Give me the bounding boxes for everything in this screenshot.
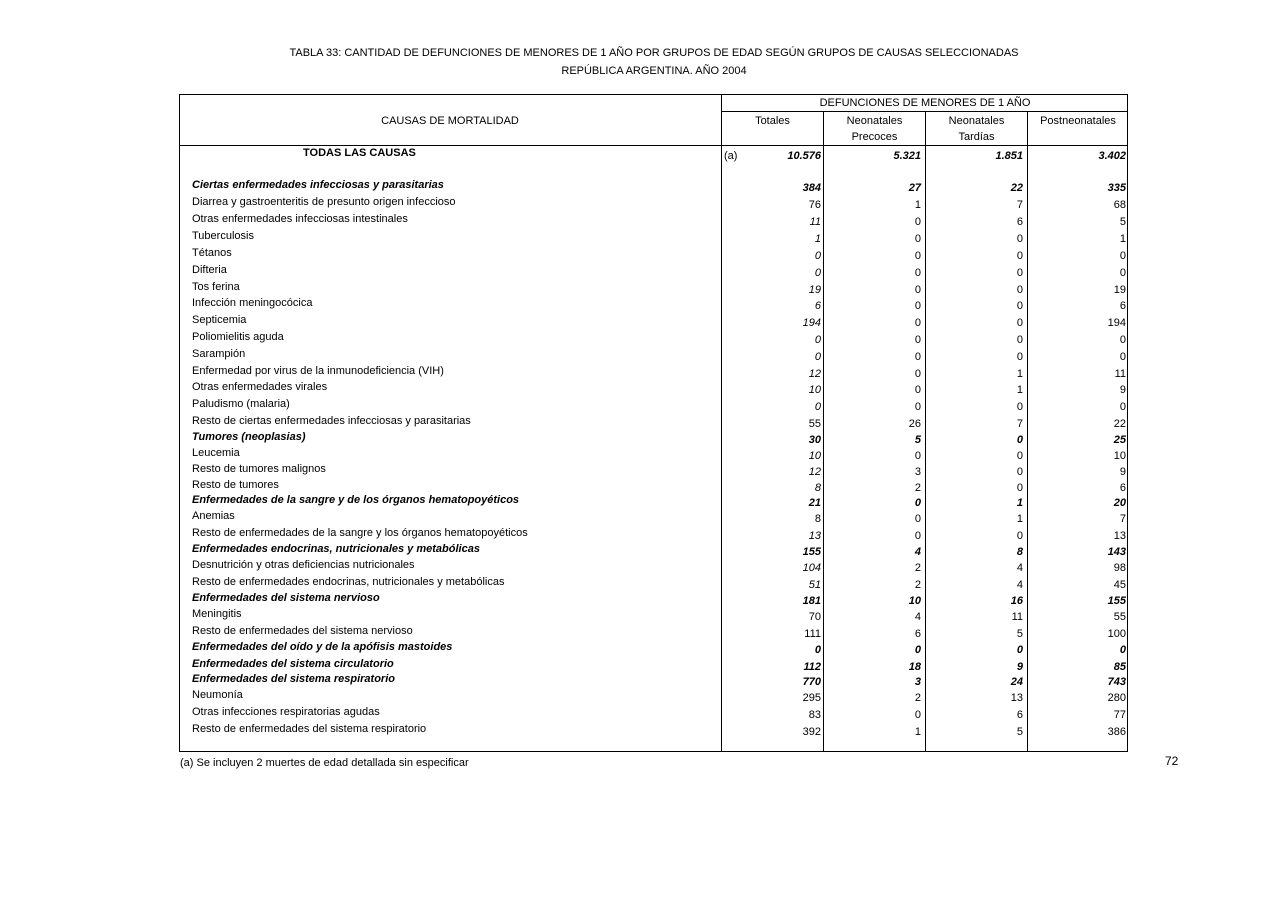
cell-neonatales-tardias: 5 xyxy=(1016,628,1023,640)
cell-postneonatales: 335 xyxy=(1107,182,1126,194)
cell-neonatales-tardias: 0 xyxy=(1016,267,1023,279)
cell-totales: 51 xyxy=(808,579,821,591)
cell-postneonatales: 10 xyxy=(1113,450,1126,462)
cell-neonatales-precoces: 3 xyxy=(914,676,921,688)
table-row xyxy=(0,672,1280,689)
table-row xyxy=(0,313,1280,330)
cell-neonatales-tardias: 0 xyxy=(1016,300,1023,312)
cell-totales: 770 xyxy=(802,676,821,688)
table-row xyxy=(0,493,1280,510)
row-label: Septicemia xyxy=(192,314,247,326)
cell-neonatales-tardias: 9 xyxy=(1016,661,1023,673)
cell-postneonatales: 0 xyxy=(1119,250,1126,262)
cell-neonatales-tardias: 1 xyxy=(1016,384,1023,396)
row-label: Otras enfermedades infecciosas intestinales xyxy=(192,213,408,225)
cell-postneonatales: 6 xyxy=(1119,300,1126,312)
cell-postneonatales: 13 xyxy=(1113,530,1126,542)
row-label: Resto de tumores malignos xyxy=(192,463,326,475)
cell-totales: 30 xyxy=(808,434,821,446)
cell-neonatales-precoces: 1 xyxy=(914,199,921,211)
cell-totales: 384 xyxy=(802,182,821,194)
table-row xyxy=(0,330,1280,347)
cell-totales: 8 xyxy=(814,513,821,525)
row-label: Difteria xyxy=(192,264,227,276)
cell-postneonatales: 55 xyxy=(1113,611,1126,623)
cell-totales: 12 xyxy=(808,368,821,380)
header-postneonatales: Postneonatales xyxy=(1040,115,1116,127)
cell-totales: 12 xyxy=(808,466,821,478)
cell-neonatales-tardias: 0 xyxy=(1016,334,1023,346)
cell-neonatales-precoces: 0 xyxy=(914,450,921,462)
cell-postneonatales: 143 xyxy=(1107,546,1126,558)
cell-neonatales-tardias: 0 xyxy=(1016,530,1023,542)
row-label: Otras infecciones respiratorias agudas xyxy=(192,706,380,718)
cell-postneonatales: 77 xyxy=(1113,709,1126,721)
cell-neonatales-tardias: 0 xyxy=(1016,250,1023,262)
cell-neonatales-precoces: 0 xyxy=(914,300,921,312)
cell-neonatales-tardias: 0 xyxy=(1016,233,1023,245)
cell-totales: 19 xyxy=(808,284,821,296)
cell-totales: 21 xyxy=(808,497,821,509)
table-row xyxy=(0,446,1280,463)
cell-neonatales-precoces: 18 xyxy=(908,661,921,673)
row-label: Tétanos xyxy=(192,247,232,259)
cell-neonatales-precoces: 5 xyxy=(914,434,921,446)
table-row xyxy=(0,296,1280,313)
cell-neonatales-precoces: 5.321 xyxy=(893,150,921,162)
row-label: Tos ferina xyxy=(192,281,240,293)
table-row xyxy=(0,542,1280,559)
cell-neonatales-tardias: 1 xyxy=(1016,497,1023,509)
cell-postneonatales: 0 xyxy=(1119,401,1126,413)
cell-postneonatales: 1 xyxy=(1119,233,1126,245)
row-label: Desnutrición y otras deficiencias nutricionales xyxy=(192,559,415,571)
cell-neonatales-precoces: 2 xyxy=(914,562,921,574)
cell-postneonatales: 6 xyxy=(1119,482,1126,494)
cell-totales: 0 xyxy=(814,644,821,656)
cell-neonatales-precoces: 26 xyxy=(908,418,921,430)
cell-neonatales-tardias: 0 xyxy=(1016,644,1023,656)
table-row xyxy=(0,246,1280,263)
header-totales: Totales xyxy=(755,115,790,127)
cell-neonatales-precoces: 2 xyxy=(914,579,921,591)
cell-neonatales-precoces: 0 xyxy=(914,284,921,296)
cell-neonatales-precoces: 4 xyxy=(914,546,921,558)
cell-postneonatales: 11 xyxy=(1114,368,1126,380)
cell-totales: 10 xyxy=(808,384,821,396)
cell-totales: 10.576 xyxy=(787,150,821,162)
cell-neonatales-precoces: 2 xyxy=(914,692,921,704)
cell-postneonatales: 9 xyxy=(1119,466,1126,478)
row-label: TODAS LAS CAUSAS xyxy=(303,147,416,159)
cell-totales: 10 xyxy=(808,450,821,462)
cell-neonatales-tardias: 0 xyxy=(1016,482,1023,494)
header-group: DEFUNCIONES DE MENORES DE 1 AÑO xyxy=(819,97,1031,109)
cell-neonatales-tardias: 7 xyxy=(1016,418,1023,430)
cell-postneonatales: 0 xyxy=(1119,267,1126,279)
cell-neonatales-tardias: 0 xyxy=(1016,466,1023,478)
row-label: Resto de enfermedades endocrinas, nutricionales y metabólicas xyxy=(192,576,505,588)
cell-postneonatales: 85 xyxy=(1113,661,1126,673)
cell-postneonatales: 386 xyxy=(1107,726,1126,738)
row-label: Tuberculosis xyxy=(192,230,254,242)
cell-totales: 0 xyxy=(814,351,821,363)
cell-totales: 0 xyxy=(814,401,821,413)
cell-postneonatales: 25 xyxy=(1113,434,1126,446)
cell-neonatales-tardias: 0 xyxy=(1016,450,1023,462)
cell-totales: 104 xyxy=(802,562,821,574)
cell-postneonatales: 7 xyxy=(1119,513,1126,525)
table-row xyxy=(0,705,1280,722)
cell-neonatales-precoces: 0 xyxy=(914,334,921,346)
cell-totales: 83 xyxy=(808,709,821,721)
cell-neonatales-tardias: 0 xyxy=(1016,401,1023,413)
cell-totales: 76 xyxy=(808,199,821,211)
cell-totales: 11 xyxy=(809,216,821,228)
cell-postneonatales: 100 xyxy=(1107,628,1126,640)
row-label: Infección meningocócica xyxy=(192,297,313,309)
row-label: Resto de enfermedades de la sangre y los órganos hematopoyéticos xyxy=(192,527,528,539)
table-row xyxy=(0,558,1280,575)
table-row xyxy=(0,591,1280,608)
row-label: Enfermedades del sistema circulatorio xyxy=(192,658,394,670)
cell-postneonatales: 743 xyxy=(1107,676,1126,688)
row-label: Sarampión xyxy=(192,348,246,360)
table-subtitle: REPÚBLICA ARGENTINA. AÑO 2004 xyxy=(561,65,747,77)
cell-neonatales-tardias: 22 xyxy=(1010,182,1023,194)
row-label: Otras enfermedades virales xyxy=(192,381,328,393)
cell-neonatales-precoces: 3 xyxy=(914,466,921,478)
cell-totales: 111 xyxy=(804,628,821,640)
row-label: Tumores (neoplasias) xyxy=(192,431,306,443)
cell-neonatales-precoces: 0 xyxy=(914,497,921,509)
row-label: Meningitis xyxy=(192,608,242,620)
header-neonatales-precoces-1: Neonatales xyxy=(846,115,903,127)
row-label: Resto de enfermedades del sistema nervioso xyxy=(192,625,413,637)
cell-postneonatales: 98 xyxy=(1113,562,1126,574)
cell-neonatales-precoces: 6 xyxy=(914,628,921,640)
cell-neonatales-tardias: 6 xyxy=(1016,709,1023,721)
cell-postneonatales: 0 xyxy=(1119,334,1126,346)
table-row xyxy=(0,722,1280,739)
cell-neonatales-precoces: 0 xyxy=(914,267,921,279)
row-label: Ciertas enfermedades infecciosas y parasitarias xyxy=(192,179,444,191)
cell-neonatales-tardias: 0 xyxy=(1016,317,1023,329)
cell-totales: 392 xyxy=(802,726,821,738)
cell-neonatales-tardias: 4 xyxy=(1016,562,1023,574)
cell-neonatales-tardias: 1 xyxy=(1016,513,1023,525)
cell-totales: 112 xyxy=(803,661,821,673)
table-row xyxy=(0,607,1280,624)
cell-totales: 181 xyxy=(802,595,821,607)
cell-neonatales-tardias: 0 xyxy=(1016,434,1023,446)
cell-neonatales-precoces: 0 xyxy=(914,530,921,542)
row-label: Resto de ciertas enfermedades infecciosas y parasitarias xyxy=(192,415,471,427)
table-row-total xyxy=(0,146,1280,163)
cell-neonatales-precoces: 0 xyxy=(914,513,921,525)
header-neonatales-tardias-2: Tardías xyxy=(958,131,995,143)
cell-neonatales-tardias: 4 xyxy=(1016,579,1023,591)
cell-neonatales-precoces: 0 xyxy=(914,250,921,262)
cell-neonatales-tardias: 1.851 xyxy=(995,150,1023,162)
cell-neonatales-tardias: 0 xyxy=(1016,284,1023,296)
cell-neonatales-tardias: 24 xyxy=(1010,676,1023,688)
cell-totales: 155 xyxy=(802,546,821,558)
row-label: Resto de tumores xyxy=(192,479,279,491)
cell-neonatales-tardias: 1 xyxy=(1016,368,1023,380)
cell-neonatales-tardias: 5 xyxy=(1016,726,1023,738)
cell-neonatales-tardias: 7 xyxy=(1016,199,1023,211)
table-row xyxy=(0,263,1280,280)
cell-neonatales-precoces: 0 xyxy=(914,401,921,413)
cell-postneonatales: 194 xyxy=(1107,317,1126,329)
cell-postneonatales: 22 xyxy=(1113,418,1126,430)
cell-totales: 0 xyxy=(814,334,821,346)
cell-postneonatales: 155 xyxy=(1107,595,1126,607)
cell-totales: 55 xyxy=(808,418,821,430)
table-title: TABLA 33: CANTIDAD DE DEFUNCIONES DE MENORES DE 1 AÑO POR GRUPOS DE EDAD SEGÚN GRUPOS DE CAUSAS SELECCIONADAS xyxy=(289,47,1019,59)
cell-totales: 194 xyxy=(802,317,821,329)
cell-neonatales-precoces: 0 xyxy=(914,368,921,380)
row-label: Enfermedades del sistema nervioso xyxy=(192,592,380,604)
table-row xyxy=(0,462,1280,479)
table-row xyxy=(0,526,1280,543)
row-label: Neumonía xyxy=(192,689,243,701)
row-label: Enfermedades endocrinas, nutricionales y metabólicas xyxy=(192,543,480,555)
cell-neonatales-precoces: 10 xyxy=(908,595,921,607)
cell-postneonatales: 20 xyxy=(1113,497,1126,509)
table-row xyxy=(0,347,1280,364)
cell-neonatales-precoces: 0 xyxy=(914,233,921,245)
cell-neonatales-precoces: 1 xyxy=(914,726,921,738)
header-causes: CAUSAS DE MORTALIDAD xyxy=(381,115,519,127)
table-row xyxy=(0,364,1280,381)
cell-totales: 70 xyxy=(808,611,821,623)
table-row xyxy=(0,575,1280,592)
table-row xyxy=(0,212,1280,229)
table-row xyxy=(0,229,1280,246)
cell-neonatales-tardias: 11 xyxy=(1011,611,1023,623)
cell-totales: 1 xyxy=(814,233,821,245)
cell-neonatales-precoces: 0 xyxy=(914,216,921,228)
page-number: 72 xyxy=(1165,754,1179,768)
table-row xyxy=(0,380,1280,397)
row-label: Enfermedades del sistema respiratorio xyxy=(192,673,395,685)
cell-neonatales-tardias: 8 xyxy=(1016,546,1023,558)
cell-neonatales-precoces: 0 xyxy=(914,644,921,656)
row-label: Enfermedad por virus de la inmunodeficiencia (VIH) xyxy=(192,365,444,377)
cell-neonatales-tardias: 13 xyxy=(1010,692,1023,704)
cell-totales: 0 xyxy=(814,267,821,279)
row-label: Diarrea y gastroenteritis de presunto origen infeccioso xyxy=(192,196,456,208)
cell-neonatales-precoces: 0 xyxy=(914,384,921,396)
table-row xyxy=(0,195,1280,212)
cell-neonatales-tardias: 6 xyxy=(1016,216,1023,228)
table-row xyxy=(0,509,1280,526)
row-label: Resto de enfermedades del sistema respiratorio xyxy=(192,723,427,735)
table-row xyxy=(0,624,1280,641)
cell-postneonatales: 0 xyxy=(1119,351,1126,363)
cell-neonatales-tardias: 16 xyxy=(1010,595,1023,607)
footnote: (a) Se incluyen 2 muertes de edad detallada sin especificar xyxy=(180,757,469,769)
cell-totales: 295 xyxy=(802,692,821,704)
cell-totales: 6 xyxy=(814,300,821,312)
cell-totales: 8 xyxy=(814,482,821,494)
row-label: Enfermedades del oído y de la apófisis mastoides xyxy=(192,641,453,653)
cell-postneonatales: 9 xyxy=(1119,384,1126,396)
table-row xyxy=(0,397,1280,414)
cell-neonatales-precoces: 27 xyxy=(908,182,921,194)
row-label: Paludismo (malaria) xyxy=(192,398,290,410)
cell-neonatales-precoces: 4 xyxy=(914,611,921,623)
header-neonatales-precoces-2: Precoces xyxy=(851,131,898,143)
cell-neonatales-precoces: 0 xyxy=(914,351,921,363)
row-label: Enfermedades de la sangre y de los órganos hematopoyéticos xyxy=(192,494,520,506)
header-divider xyxy=(721,111,1128,112)
row-label: Leucemia xyxy=(192,447,240,459)
cell-postneonatales: 19 xyxy=(1113,284,1126,296)
cell-totales: 0 xyxy=(814,250,821,262)
row-label: Anemias xyxy=(192,510,235,522)
cell-neonatales-tardias: 0 xyxy=(1016,351,1023,363)
cell-postneonatales: 3.402 xyxy=(1098,150,1126,162)
table-row xyxy=(0,430,1280,447)
cell-neonatales-precoces: 0 xyxy=(914,317,921,329)
table-row xyxy=(0,178,1280,195)
footnote-marker: (a) xyxy=(724,150,738,162)
table-row xyxy=(0,640,1280,657)
cell-postneonatales: 45 xyxy=(1113,579,1126,591)
cell-postneonatales: 280 xyxy=(1107,692,1126,704)
header-neonatales-tardias-1: Neonatales xyxy=(948,115,1005,127)
table-row xyxy=(0,280,1280,297)
cell-postneonatales: 5 xyxy=(1119,216,1126,228)
cell-totales: 13 xyxy=(808,530,821,542)
row-label: Poliomielitis aguda xyxy=(192,331,284,343)
cell-neonatales-precoces: 2 xyxy=(914,482,921,494)
cell-postneonatales: 68 xyxy=(1113,199,1126,211)
table-row xyxy=(0,688,1280,705)
table-row xyxy=(0,414,1280,431)
cell-neonatales-precoces: 0 xyxy=(914,709,921,721)
cell-postneonatales: 0 xyxy=(1119,644,1126,656)
